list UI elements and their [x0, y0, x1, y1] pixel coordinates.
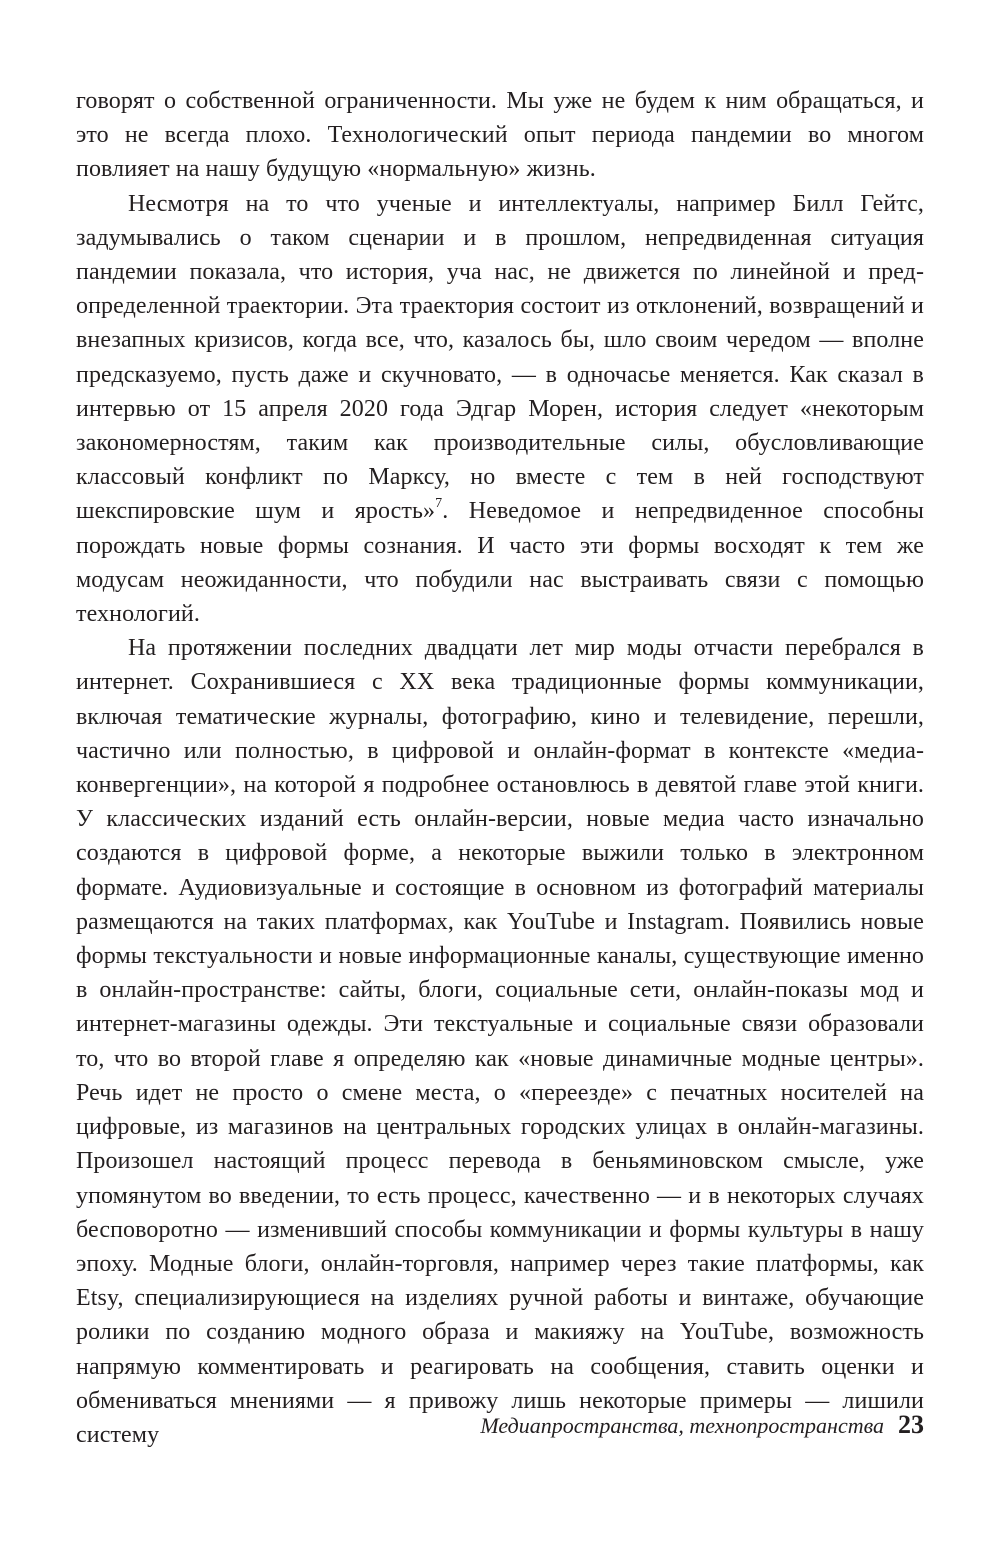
- paragraph-2-text: Несмотря на то что ученые и интеллектуалы, например Билл Гейтс, задумывались о таком сценарии и в прошлом, непредвиденная ситуация пандемии показала, что история, уча нас, не движется по линейной и предопределенной траектории. Эта траектория состоит из отклонений, возвращений и внезапных кризисов, когда все, что, казалось бы, шло своим чередом — вполне предсказуемо, пусть даже и скучновато, — в одночасье меняется. Как сказал в интервью от 15 апреля 2020 года Эдгар Морен, история следует «некоторым закономерностям, таким как производительные силы, обусловливающие классовый конфликт по Марксу, но вместе с тем в ней господствуют шекспировские шум и ярость»: [76, 190, 924, 525]
- running-head: Медиапространства, технопространства: [480, 1413, 884, 1438]
- body-text: [76, 84, 924, 1452]
- footnote-marker[interactable]: 7: [435, 496, 443, 512]
- paragraph-1: [76, 84, 924, 187]
- paragraph-2: [76, 187, 924, 632]
- page-footer: [480, 1410, 924, 1440]
- paragraph-3-text: На протяжении последних двадцати лет мир моды отчасти перебрался в интернет. Сохранившиеся с XX века традиционные формы коммуникации, включая тематические журналы, фотографию, кино и телевидение, перешли, частично или полностью, в цифровой и онлайн-формат в контексте «медиаконвергенции», на которой я подробнее остановлюсь в девятой главе этой книги. У классических изданий есть онлайн-версии, новые медиа часто изначально создаются в цифровой форме, а некоторые выжили только в электронном формате. Аудиовизуальные и состоящие в основном из фотографий материалы размещаются на таких платформах, как YouTube и Instagram. Появились новые формы текстуальности и новые информационные каналы, существующие именно в онлайн-пространстве: сайты, блоги, социальные сети, онлайн-показы мод и интернет-магазины одежды. Эти текстуальные и социальные связи образовали то, что во второй главе я определяю как «новые динамичные модные центры». Речь идет не просто о смене места, о «переезде» с печатных носителей на цифровые, из магазинов на центральных городских улицах в онлайн-магазины. Произошел настоящий процесс перевода в беньяминовском смысле, уже упомянутом во введении, то есть процесс, качественно — и в некоторых случаях бесповоротно — изменивший способы коммуникации и формы культуры в нашу эпоху. Модные блоги, онлайн-торговля, например через такие платформы, как Etsy, специализирующиеся на изделиях ручной работы и винтаже, обучающие ролики по созданию модного образа и макияжу на YouTube, возможность напрямую комментировать и реагировать на сообщения, ставить оценки и обмениваться мнениями — я привожу лишь некоторые примеры — лишили систему: [76, 635, 924, 1448]
- paragraph-3: [76, 631, 924, 1452]
- page-number: 23: [898, 1410, 924, 1439]
- paragraph-1-text: говорят о собственной ограниченности. Мы уже не будем к ним обращаться, и это не всегда плохо. Технологический опыт периода пандемии во многом повлияет на нашу будущую «нормальную» жизнь.: [76, 88, 924, 183]
- paragraph-2-text-after: . Неведомое и непредвиденное способны порождать новые формы сознания. И часто эти формы восходят к тем же модусам неожиданности, что побудили нас выстраивать связи с помощью технологий.: [76, 498, 924, 628]
